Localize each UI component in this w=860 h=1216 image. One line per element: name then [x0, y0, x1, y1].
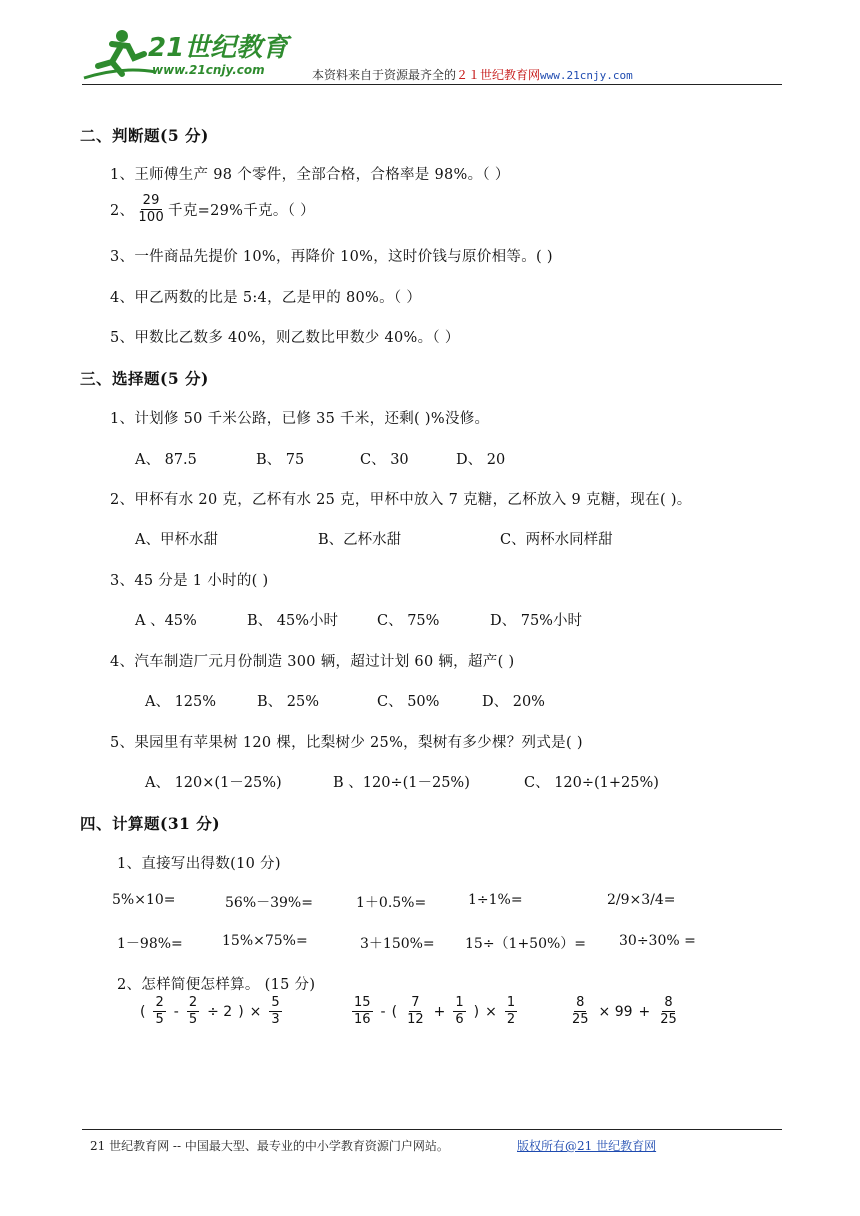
expression-3: $\frac{8}{25}$ × 99 + $\frac{8}{25}$ [572, 995, 677, 1028]
runner-icon [84, 30, 156, 78]
calc-item: 56%－39%= [225, 895, 313, 911]
option: A、 125% [145, 694, 217, 710]
s3-question-2: 2、甲杯有水 20 克，乙杯有水 25 克，甲杯中放入 7 克糖，乙杯放入 9 克糖，现在( )。 [110, 492, 692, 508]
fraction: $\frac{1}{6}$ [455, 995, 464, 1028]
s2-question-1: 1、王师傅生产 98 个零件，全部合格，合格率是 98%。（ ） [110, 167, 510, 183]
copyright-link[interactable]: 版权所有@21 世纪教育网 [517, 1139, 657, 1153]
footer-divider [82, 1129, 782, 1130]
option: B、 25% [257, 694, 319, 710]
s2-question-4: 4、甲乙两数的比是 5:4，乙是甲的 80%。（ ） [110, 290, 422, 306]
s3-question-4: 4、汽车制造厂元月份制造 300 辆，超过计划 60 辆，超产( ) [110, 654, 515, 670]
s2-question-3: 3、一件商品先提价 10%，再降价 10%，这时价钱与原价相等。( ) [110, 249, 553, 265]
expression-2: $\frac{15}{16}$ - ( $\frac{7}{12}$ + $\frac{1}{6}$ ) × $\frac{1}{2}$ [354, 995, 516, 1028]
option: C、 30 [360, 452, 409, 468]
option: C、 120÷(1+25%) [524, 775, 659, 791]
calc-item: 2/9×3/4= [607, 892, 676, 908]
s2-question-2: 2、 $\frac{29}{100}$ 千克=29%千克。（ ） [110, 193, 315, 226]
fraction: $\frac{2}{5}$ [188, 995, 198, 1028]
option: B、 45%小时 [247, 613, 338, 629]
option: C、两杯水同样甜 [500, 532, 613, 548]
fraction: $\frac{2}{5}$ [155, 995, 164, 1028]
calc-item: 15%×75%= [222, 933, 308, 949]
section4-title: 四、计算题(31 分) [80, 814, 221, 833]
header-divider [82, 84, 782, 85]
logo-url: www.21cnjy.com [152, 63, 265, 77]
calc-item: 15÷（1+50%）= [465, 936, 587, 952]
fraction: $\frac{8}{25}$ [572, 995, 589, 1028]
option: A 、45% [135, 613, 197, 629]
s3-question-3: 3、45 分是 1 小时的( ) [110, 573, 269, 589]
s3-question-5: 5、果园里有苹果树 120 棵，比梨树少 25%，梨树有多少棵？列式是( ) [110, 735, 583, 751]
calc-item: 5%×10= [112, 892, 176, 908]
option: A、 120×(1－25%) [145, 775, 282, 791]
calc-item: 30÷30% = [619, 933, 696, 949]
footer-text: 21 世纪教育网 -- 中国最大型、最专业的中小学教育资源门户网站。 [90, 1139, 449, 1153]
fraction: $\frac{29}{100}$ [138, 193, 165, 226]
section2-title: 二、判断题(5 分) [80, 126, 209, 145]
fraction: $\frac{5}{3}$ [271, 995, 280, 1028]
option: C、 50% [377, 694, 440, 710]
option: B 、120÷(1－25%) [333, 775, 470, 791]
option: B、 75 [256, 452, 305, 468]
calc-item: 1÷1%= [468, 892, 523, 908]
s2-question-5: 5、甲数比乙数多 40%，则乙数比甲数少 40%。（ ） [110, 330, 460, 346]
site-logo [82, 26, 302, 82]
s3-question-1: 1、计划修 50 千米公路，已修 35 千米，还剩( )%没修。 [110, 411, 490, 427]
option: A、甲杯水甜 [135, 532, 218, 548]
fraction: $\frac{15}{16}$ [354, 995, 371, 1028]
calc-item: 3＋150%= [360, 936, 435, 952]
calc-item: 1－98%= [117, 936, 183, 952]
option: B、乙杯水甜 [318, 532, 402, 548]
s4-subtitle-2: 2、怎样简便怎样算。 (15 分) [117, 977, 316, 993]
header-note: 本资料来自于资源最齐全的２１世纪教育网www.21cnjy.com [312, 68, 633, 82]
fraction: $\frac{8}{25}$ [660, 995, 677, 1028]
expression-1: ( $\frac{2}{5}$ - $\frac{2}{5}$ ÷ 2 ) × $\frac{5}{3}$ [140, 995, 280, 1028]
option: D、 20% [482, 694, 545, 710]
option: A、 87.5 [135, 452, 197, 468]
header-link[interactable]: www.21cnjy.com [540, 69, 633, 82]
option: D、 75%小时 [490, 613, 582, 629]
fraction: $\frac{7}{12}$ [407, 995, 424, 1028]
section3-title: 三、选择题(5 分) [80, 369, 209, 388]
logo-text: 21世纪教育 [148, 33, 289, 63]
option: C、 75% [377, 613, 440, 629]
option: D、 20 [456, 452, 506, 468]
s4-subtitle-1: 1、直接写出得数(10 分) [117, 856, 281, 872]
fraction: $\frac{1}{2}$ [506, 995, 516, 1028]
calc-item: 1＋0.5%= [356, 895, 427, 911]
